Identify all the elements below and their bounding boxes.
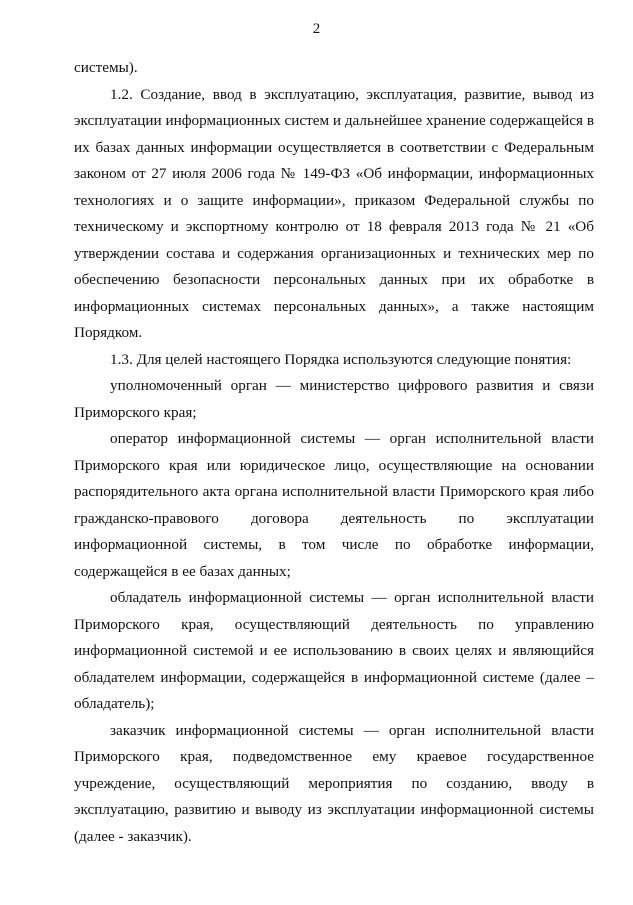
paragraph-continuation: системы). [74, 59, 138, 76]
paragraph-1-3: 1.3. Для целей настоящего Порядка используются следующие понятия: [110, 350, 572, 368]
definition-system-customer: заказчик информационной системы — орган исполнительной власти Приморского края, подведомственное ему краевое государственное учреждение, осуществляющий мероприятия по созданию, вводу в эксплуатацию, развитию и выводу из эксплуатации информационной системы (далее - заказчик). [74, 721, 594, 845]
definition-authorized-body: уполномоченный орган — министерство цифрового развития и связи Приморского края; [74, 377, 594, 421]
document-body [74, 55, 594, 850]
definition-system-owner: обладатель информационной системы — орган исполнительной власти Приморского края, осуществляющий деятельность по управлению информационной системой и ее использованию в своих целях и являющийся обладателем информации, содержащейся в информационной системе (далее – обладатель); [74, 589, 594, 712]
paragraph-1-2: 1.2. Создание, ввод в эксплуатацию, эксплуатация, развитие, вывод из эксплуатации информационных систем и дальнейшее хранение содержащейся в их базах данных информации осуществляется в соответствии с Федеральным законом от 27 июля 2006 года № 149-ФЗ «Об информации, информационных технологиях и о защите информации», приказом Федеральной службы по техническому и экспортному контролю от 18 февраля 2013 года № 21 «Об утверждении состава и содержания организационных и технических мер по обеспечению безопасности персональных данных при их обработке в информационных системах персональных данных», а также настоящим Порядком. [74, 85, 594, 341]
definition-system-operator: оператор информационной системы — орган исполнительной власти Приморского края или юридическое лицо, осуществляющие на основании распорядительного акта органа исполнительной власти Приморского края либо гражданско-правового договора деятельность по эксплуатации информационной системы, в том числе по обработке информации, содержащейся в ее базах данных; [74, 430, 594, 580]
page-number: 2 [312, 21, 321, 37]
